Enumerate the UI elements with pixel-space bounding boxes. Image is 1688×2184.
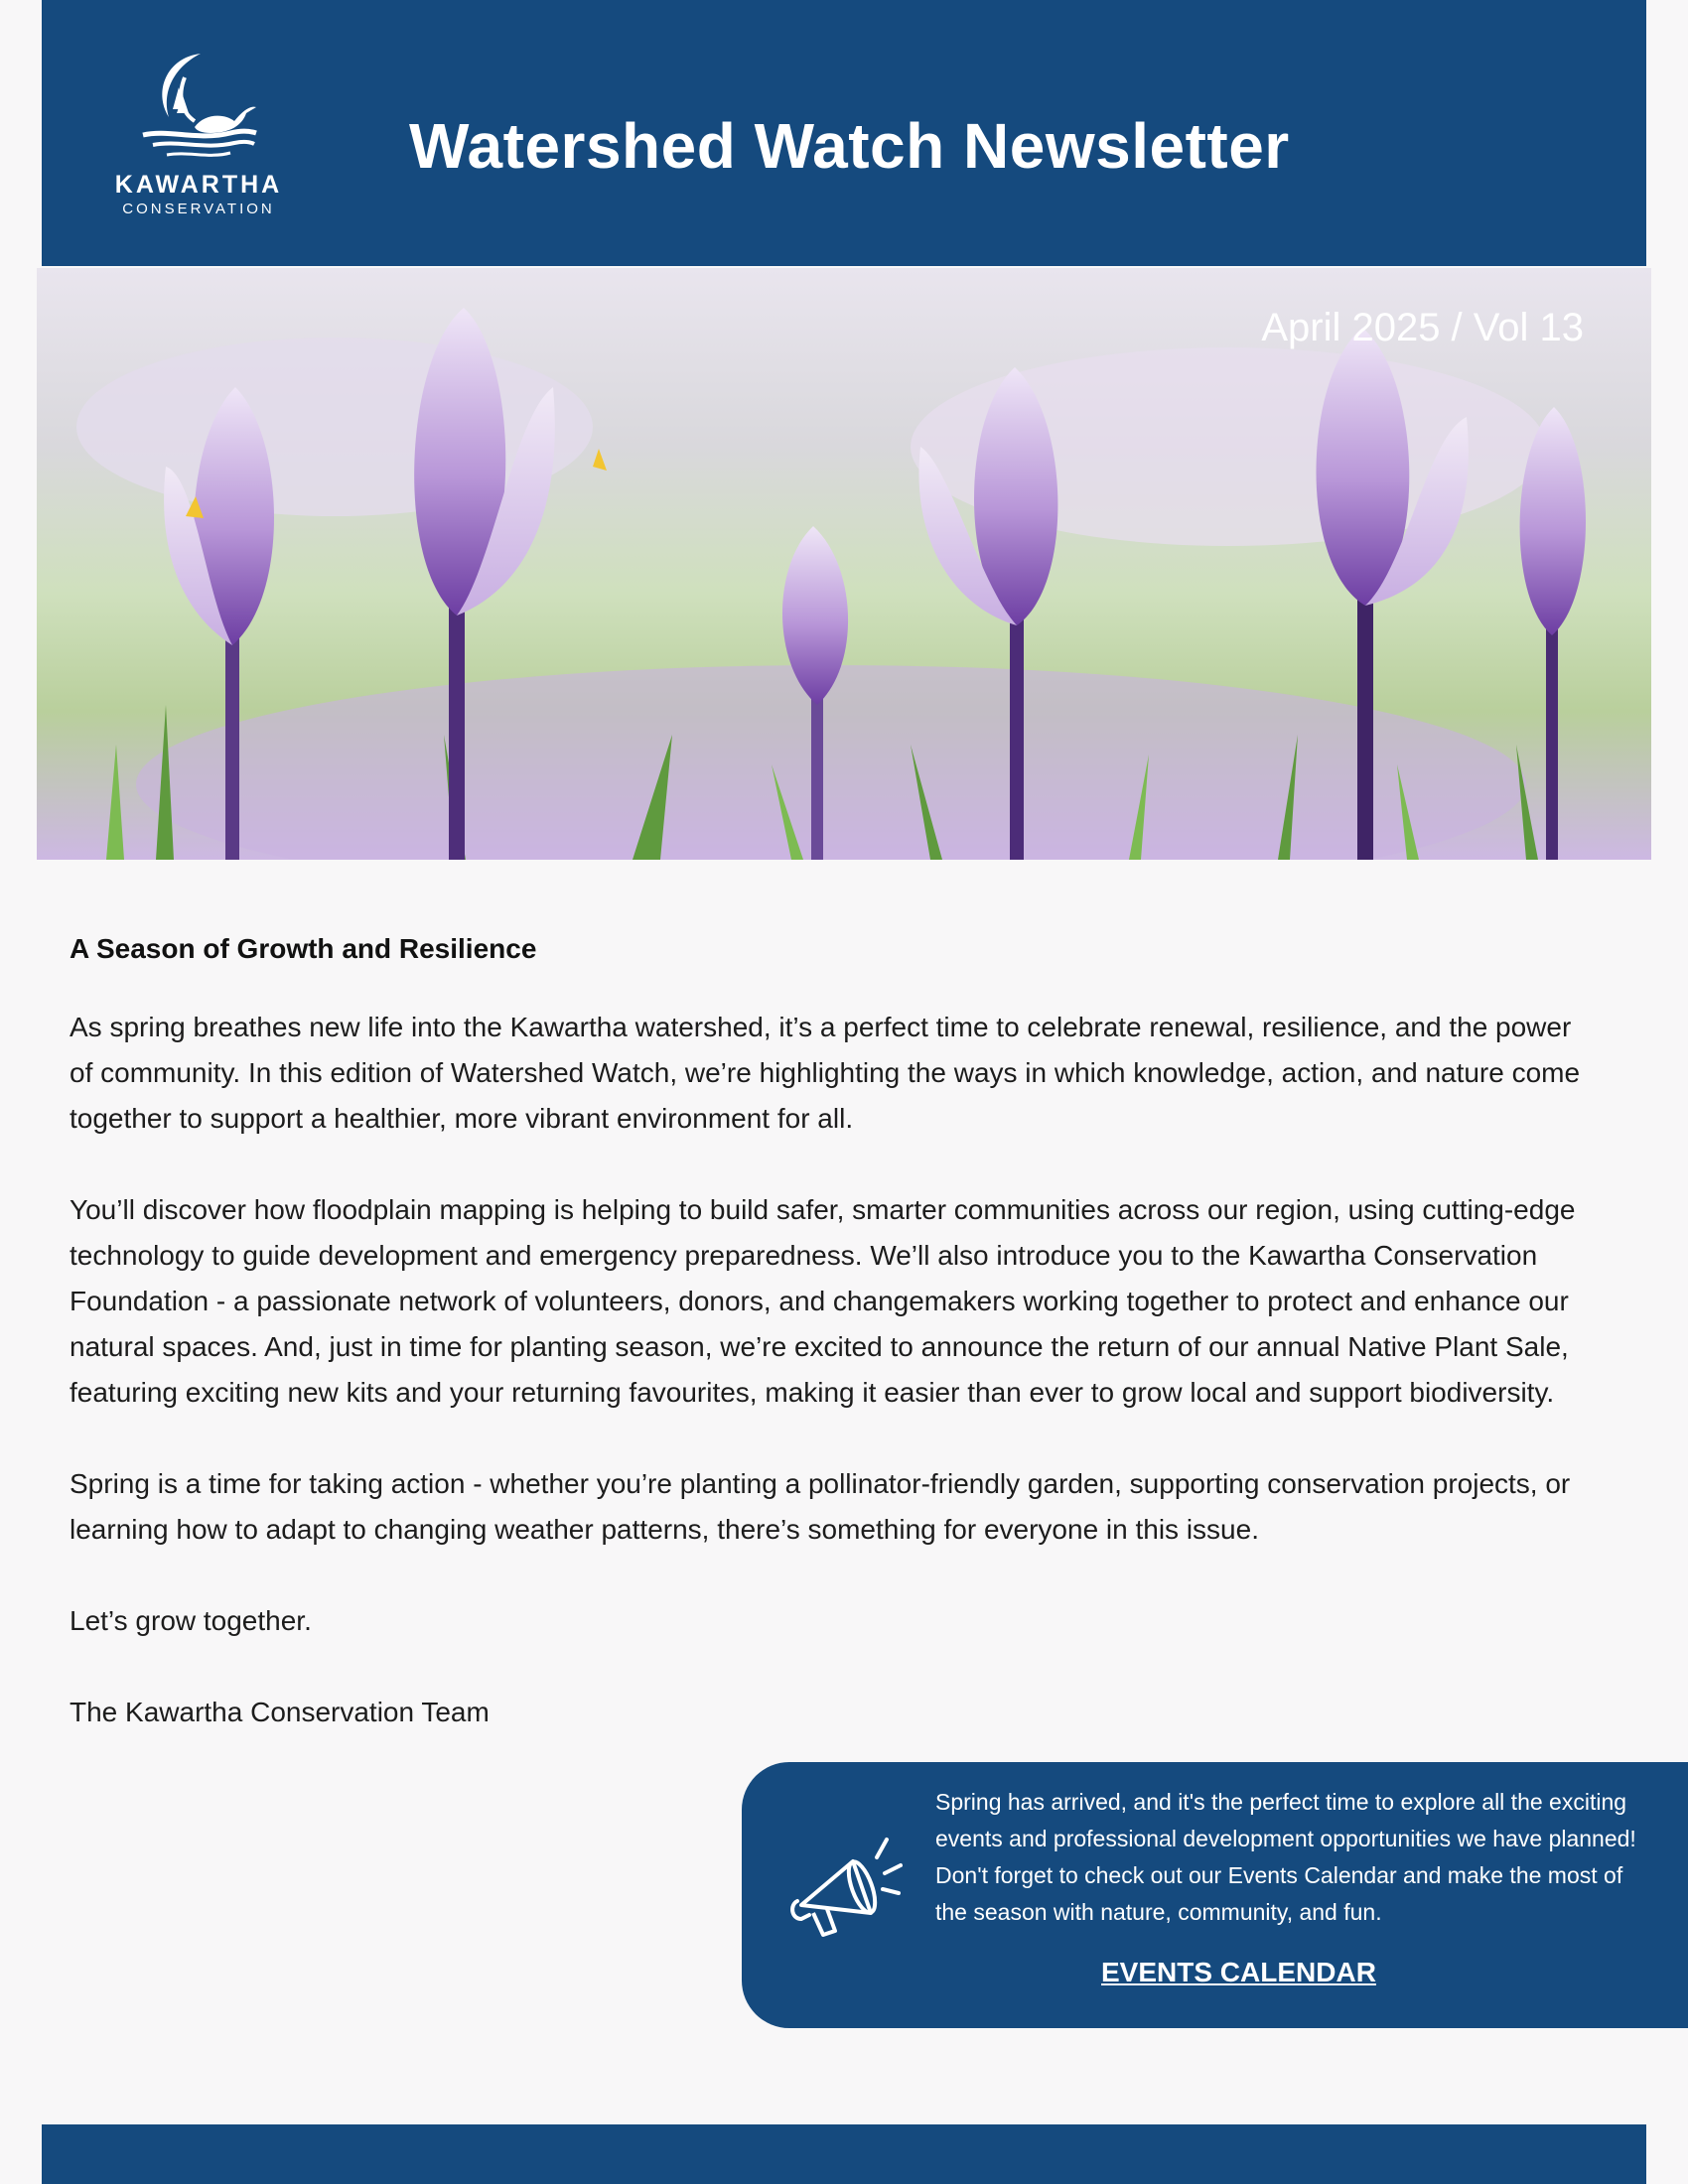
loon-moon-icon [139, 48, 258, 167]
crocus-illustration [37, 268, 1651, 860]
hero-image [37, 268, 1651, 860]
page-title: Watershed Watch Newsletter [409, 110, 1290, 182]
article-paragraph: As spring breathes new life into the Kawartha watershed, it’s a perfect time to celebrate renewal, resilience, and the power of community. In this edition of Watershed Watch, we’re highlighting the ways in which knowledge, action, and nature come together to support a healthier, more vibrant environment for all. [70, 1012, 1581, 1134]
article-signature: The Kawartha Conservation Team [70, 1697, 490, 1727]
logo-subtitle: CONSERVATION [122, 201, 275, 217]
article-heading: A Season of Growth and Resilience [70, 933, 537, 964]
article-paragraph: You’ll discover how floodplain mapping is helping to build safer, smarter communities across our region, using cutting-edge technology to guide development and emergency preparedness. We’ll also introduce you to the Kawartha Conservation Foundation - a passionate network of volunteers, donors, and changemakers working together to protect and enhance our natural spaces. And, just in time for planting season, we’re excited to announce the return of our annual Native Plant Sale, featuring exciting new kits and your returning favourites, making it easier than ever to grow local and support biodiversity. [70, 1194, 1576, 1408]
article-signoff: Let’s grow together. [70, 1605, 312, 1636]
footer-bar [42, 2124, 1646, 2184]
newsletter-header [42, 0, 1646, 266]
article-paragraph: Spring is a time for taking action - whether you’re planting a pollinator-friendly garden, supporting conservation projects, or learning how to adapt to changing weather patterns, there’s something for everyone in this issue. [70, 1468, 1571, 1545]
logo-wordmark: KAWARTHA [114, 171, 283, 199]
issue-label: April 2025 / Vol 13 [1261, 306, 1584, 349]
events-calendar-link[interactable]: EVENTS CALENDAR [1101, 1957, 1376, 1987]
kawartha-conservation-logo[interactable] [99, 48, 298, 221]
article [70, 933, 1599, 1781]
events-callout [742, 1762, 1688, 2028]
callout-text: Spring has arrived, and it's the perfect time to explore all the exciting events and professional development opportunities we have planned! Don't forget to check out our Events Calendar and make the most of the season with nature, community, and fun. [935, 1789, 1636, 1925]
megaphone-icon [783, 1828, 903, 1947]
